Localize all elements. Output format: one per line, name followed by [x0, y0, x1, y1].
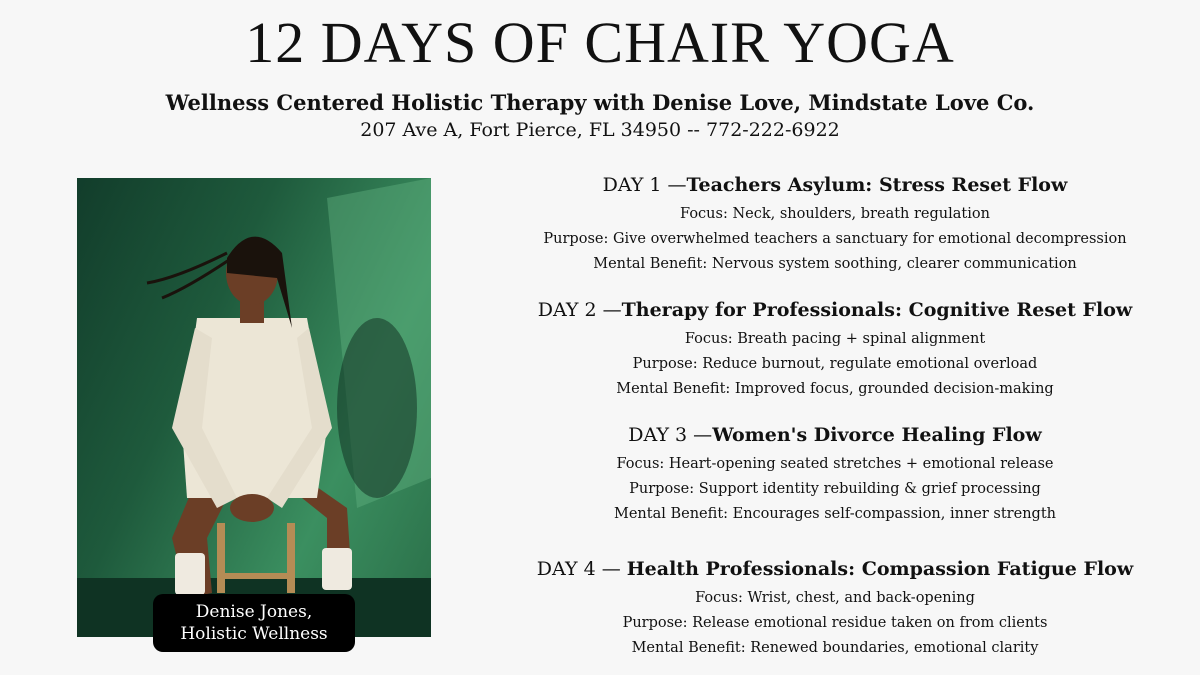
day-2-focus: Focus: Breath pacing + spinal alignment: [684, 331, 986, 347]
day-4-benefit: Mental Benefit: Renewed boundaries, emotional clarity: [631, 640, 1039, 656]
day-2: [470, 299, 1200, 402]
day-1-name: Teachers Asylum: Stress Reset Flow: [686, 174, 1068, 196]
photo-caption: [153, 594, 355, 652]
day-1-purpose: Purpose: Give overwhelmed teachers a sanctuary for emotional decompression: [543, 231, 1127, 247]
day-2-heading: [470, 299, 1200, 321]
day-3-benefit: Mental Benefit: Encourages self-compassion, inner strength: [614, 506, 1056, 522]
page-title: 12 DAYS OF CHAIR YOGA: [245, 10, 955, 75]
caption-name: Denise Jones,: [195, 602, 313, 622]
page-subtitle: Wellness Centered Holistic Therapy with Denise Love, Mindstate Love Co.: [165, 90, 1035, 115]
day-3: [470, 424, 1200, 527]
day-2-purpose: Purpose: Reduce burnout, regulate emotional overload: [632, 356, 1038, 372]
address-line: 207 Ave A, Fort Pierce, FL 34950 -- 772-222-6922: [360, 119, 840, 141]
day-3-name: Women's Divorce Healing Flow: [712, 424, 1042, 446]
caption-role: Holistic Wellness: [180, 624, 328, 644]
day-4-focus: Focus: Wrist, chest, and back-opening: [695, 590, 975, 606]
day-1-benefit: Mental Benefit: Nervous system soothing, clearer communication: [593, 256, 1077, 272]
day-3-purpose: Purpose: Support identity rebuilding & grief processing: [629, 481, 1041, 497]
day-4-purpose: Purpose: Release emotional residue taken on from clients: [622, 615, 1048, 631]
day-4-heading: [470, 558, 1200, 580]
day-1-focus: Focus: Neck, shoulders, breath regulation: [680, 206, 990, 222]
day-2-benefit: Mental Benefit: Improved focus, grounded decision-making: [616, 381, 1054, 397]
day-1-label: DAY 1 —: [602, 174, 687, 196]
instructor-photo-illustration: [77, 178, 431, 637]
day-2-label: DAY 2 —: [537, 299, 622, 321]
day-1: [470, 174, 1200, 277]
day-3-heading: [470, 424, 1200, 446]
day-3-label: DAY 3 —: [628, 424, 713, 446]
day-3-focus: Focus: Heart-opening seated stretches + emotional release: [616, 456, 1054, 472]
day-1-heading: [470, 174, 1200, 196]
day-4-label: DAY 4 —: [536, 558, 627, 580]
day-2-name: Therapy for Professionals: Cognitive Reset Flow: [621, 299, 1133, 321]
day-4-name: Health Professionals: Compassion Fatigue Flow: [626, 558, 1134, 580]
instructor-photo: [77, 178, 431, 637]
day-4: [470, 558, 1200, 661]
